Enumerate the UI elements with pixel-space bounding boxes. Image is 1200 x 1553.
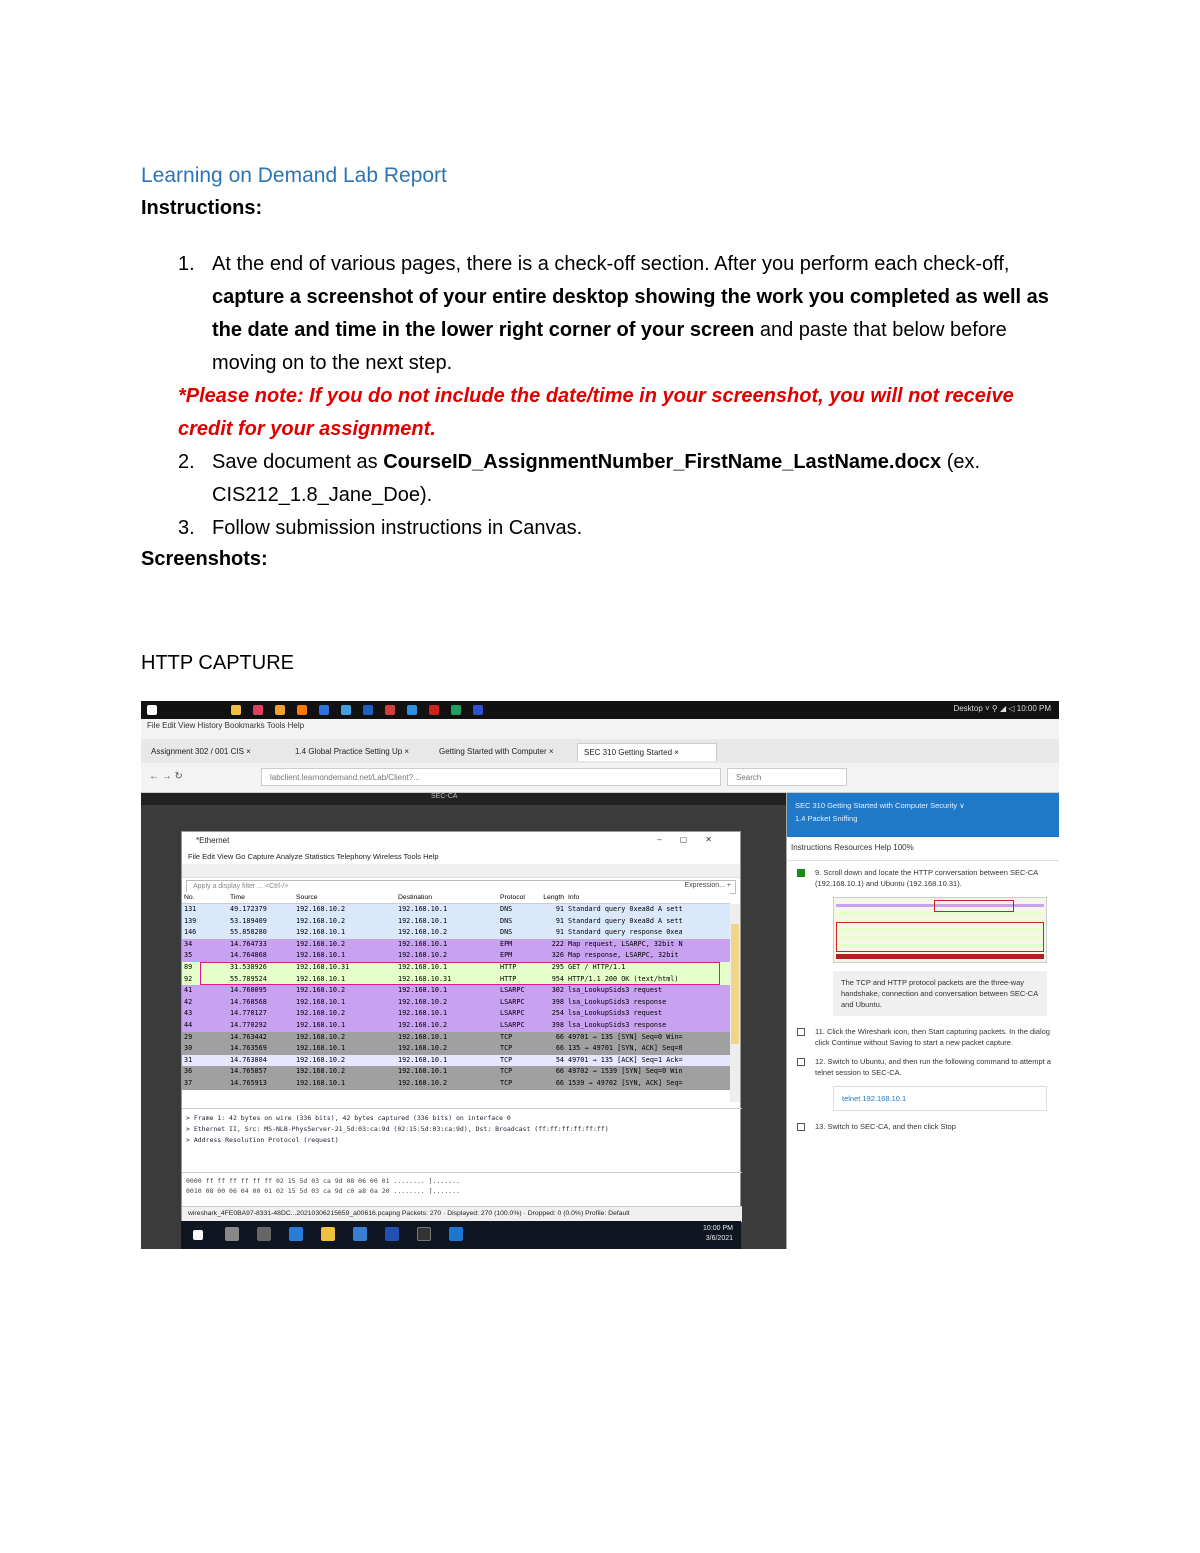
packet-cell-info: Standard query response 0xea (568, 928, 683, 937)
packet-cell-dst: 192.168.10.1 (398, 986, 448, 995)
step-item (793, 1056, 1053, 1078)
app-icon (319, 705, 329, 715)
item-text: Follow submission instructions in Canvas. (212, 517, 583, 539)
packet-cell-len: 254 (551, 1009, 564, 1018)
packet-cell-time: 14.765913 (230, 1078, 267, 1087)
wireshark-menubar[interactable]: File Edit View Go Capture Analyze Statistics Telephony Wireless Tools Help (188, 852, 439, 861)
opera-icon (429, 705, 439, 715)
packet-cell-time: 14.765857 (230, 1067, 267, 1076)
packet-cell-src: 192.168.10.2 (296, 905, 346, 913)
browser-search[interactable]: Search (727, 768, 847, 786)
packet-cell-len: 302 (551, 986, 564, 995)
hex-line: 0010 08 00 06 04 00 01 02 15 5d 03 ca 9d c0 a8 0a 20 ........ ]....... (186, 1187, 460, 1195)
packet-cell-len: 295 (551, 962, 564, 971)
packet-cell-info: lsa_LookupSids3 request (568, 1009, 663, 1018)
packet-cell-no: 131 (184, 905, 197, 913)
packet-cell-dst: 192.168.10.1 (398, 1067, 448, 1076)
wireshark-titlebar (182, 832, 740, 850)
panel-tabs[interactable]: Instructions Resources Help 100% (787, 837, 1059, 861)
vm-title: SEC-CA (141, 793, 786, 805)
clock (703, 1224, 733, 1244)
packet-row[interactable] (182, 997, 730, 1009)
step-checkbox[interactable] (797, 1058, 805, 1066)
scroll-thumb[interactable] (731, 924, 739, 1044)
browser-tab-active[interactable]: SEC 310 Getting Started × (577, 743, 717, 761)
list-item (178, 512, 1068, 545)
step-item (793, 1121, 1053, 1132)
col-length[interactable]: Length (543, 894, 564, 901)
item-text: Save document as (212, 451, 384, 473)
packet-cell-time: 55.789524 (230, 974, 267, 983)
packet-row[interactable] (182, 950, 730, 962)
packet-cell-dst: 192.168.10.2 (398, 1020, 448, 1029)
packet-cell-no: 29 (184, 1032, 193, 1041)
packet-cell-proto: TCP (500, 1078, 513, 1087)
packet-cell-len: 91 (555, 916, 564, 925)
packet-cell-proto: TCP (500, 1044, 513, 1053)
packet-cell-proto: EPM (500, 951, 513, 960)
item-text: At the end of various pages, there is a check-off section. After you perform each check-off, (212, 253, 1010, 275)
packet-cell-len: 222 (551, 939, 564, 948)
packet-list (182, 904, 730, 1102)
packet-cell-no: 92 (184, 974, 193, 983)
item-text: (ex. CIS212_1.8_Jane_Doe). (212, 451, 981, 506)
cmd-icon[interactable] (417, 1227, 431, 1241)
packet-list-header (182, 892, 730, 904)
packet-cell-no: 89 (184, 962, 193, 971)
address-bar[interactable]: labclient.learnondemand.net/Lab/Client?... (261, 768, 721, 786)
packet-bytes (182, 1172, 742, 1202)
packet-cell-src: 192.168.10.31 (296, 962, 350, 971)
clock-time: 10:00 PM (703, 1225, 733, 1232)
credit-note: *Please note: If you do not include the date/time in your screenshot, you will not receive credit for your assignment. (178, 385, 1014, 440)
packet-cell-len: 954 (551, 974, 564, 983)
packet-cell-no: 31 (184, 1055, 193, 1064)
packet-cell-time: 49.172379 (230, 905, 267, 913)
packet-cell-dst: 192.168.10.1 (398, 1055, 448, 1064)
packet-cell-no: 139 (184, 916, 197, 925)
packet-details (182, 1108, 742, 1168)
browser-nav-buttons[interactable]: ← → ↻ (149, 771, 183, 782)
thumb-highlight (934, 900, 1014, 912)
step-checkbox[interactable] (797, 869, 805, 877)
packet-cell-no: 41 (184, 986, 193, 995)
start-icon[interactable] (193, 1230, 203, 1240)
packet-cell-time: 14.764868 (230, 951, 267, 960)
thumb-row (836, 912, 1044, 915)
panel-header (787, 793, 1059, 837)
step-checkbox[interactable] (797, 1123, 805, 1131)
section-title: HTTP CAPTURE (141, 652, 294, 674)
packet-cell-info: Standard query 0xea8d A sett (568, 905, 683, 913)
packet-cell-no: 146 (184, 928, 197, 937)
packet-cell-src: 192.168.10.1 (296, 1078, 346, 1087)
packet-cell-dst: 192.168.10.2 (398, 1078, 448, 1087)
packet-cell-proto: HTTP (500, 974, 517, 983)
step-item (793, 867, 1053, 889)
task-view-icon[interactable] (257, 1227, 271, 1241)
step-item (793, 1026, 1053, 1048)
packet-row[interactable] (182, 939, 730, 951)
app-icon (363, 705, 373, 715)
packet-cell-info: GET / HTTP/1.1 (568, 962, 626, 971)
packet-cell-src: 192.168.10.2 (296, 1067, 346, 1076)
app-icon (275, 705, 285, 715)
edge-icon (407, 705, 417, 715)
powershell-icon[interactable] (385, 1227, 399, 1241)
item-bold-text: CourseID_AssignmentNumber_FirstName_LastName.docx (383, 451, 942, 473)
thumb-row (836, 954, 1044, 959)
packet-cell-dst: 192.168.10.2 (398, 997, 448, 1006)
hex-line: 0000 ff ff ff ff ff ff 02 15 5d 03 ca 9d 08 06 00 01 ........ ]....... (186, 1177, 460, 1185)
packet-cell-len: 398 (551, 1020, 564, 1029)
packet-cell-dst: 192.168.10.2 (398, 1044, 448, 1053)
col-info[interactable]: Info (568, 894, 580, 901)
step-text: 12. Switch to Ubuntu, and then run the following command to attempt a telnet session to SEC-CA. (815, 1057, 1051, 1077)
packet-row[interactable] (182, 1032, 730, 1044)
packet-cell-info: 49701 → 135 [ACK] Seq=1 Ack= (568, 1055, 683, 1064)
packet-cell-no: 34 (184, 939, 193, 948)
packet-cell-info: 49701 → 135 [SYN] Seq=0 Win= (568, 1032, 683, 1041)
expression-button[interactable]: Expression... + (684, 882, 731, 889)
packet-thumbnail-image (833, 897, 1047, 963)
desktop-screenshot (141, 701, 1059, 1249)
packet-cell-proto: DNS (500, 916, 513, 925)
packet-cell-time: 14.763569 (230, 1044, 267, 1053)
packet-cell-dst: 192.168.10.1 (398, 939, 448, 948)
instructions-list (178, 248, 1068, 545)
app-icon (253, 705, 263, 715)
search-icon[interactable] (225, 1227, 239, 1241)
panel-title[interactable]: SEC 310 Getting Started with Computer Security ∨ (795, 801, 965, 810)
detail-line[interactable]: > Address Resolution Protocol (request) (186, 1136, 339, 1144)
packet-row[interactable] (182, 1043, 730, 1055)
wireshark-statusbar: wireshark_4FE0BA97-8331-48DC...20210306215659_a00616.pcapng Packets: 270 · Displayed: 270 (100.0%) · Dropped: 0 (0.0%) Profile: Default (182, 1206, 742, 1222)
packet-row[interactable] (182, 916, 730, 928)
clock-date: 3/6/2021 (705, 1235, 733, 1242)
packet-cell-dst: 192.168.10.2 (398, 951, 448, 960)
detail-line[interactable]: > Frame 1: 42 bytes on wire (336 bits), 42 bytes captured (336 bits) on interface 0 (186, 1114, 511, 1122)
packet-cell-proto: LSARPC (500, 1020, 525, 1029)
packet-cell-src: 192.168.10.1 (296, 1044, 346, 1053)
packet-cell-proto: TCP (500, 1032, 513, 1041)
detail-line[interactable]: > Ethernet II, Src: MS-NLB-PhysServer-21_5d:03:ca:9d (02:15:5d:03:ca:9d), Dst: Broadcast (ff:ff:ff:ff:ff:ff) (186, 1125, 609, 1133)
item-bold-text: capture a screenshot of your entire desktop showing the work you completed as well as the date and time in the lower right corner of your screen (212, 286, 1049, 341)
browser-tab[interactable]: Assignment 302 / 001 CIS × (151, 747, 251, 756)
packet-cell-dst: 192.168.10.1 (398, 916, 448, 925)
packet-row[interactable] (182, 927, 730, 939)
packet-cell-proto: EPM (500, 939, 513, 948)
packet-row[interactable] (182, 1066, 730, 1078)
packet-cell-dst: 192.168.10.1 (398, 962, 448, 971)
wireshark-title: *Ethernet (196, 836, 230, 845)
browser-menubar: File Edit View History Bookmarks Tools Help (147, 721, 305, 730)
col-time[interactable]: Time (230, 894, 245, 901)
packet-cell-proto: DNS (500, 905, 513, 913)
panel-body (787, 861, 1059, 1146)
lab-instructions-panel (786, 793, 1059, 1249)
packet-cell-no: 36 (184, 1067, 193, 1076)
vm-taskbar (181, 1221, 741, 1249)
app-icon (385, 705, 395, 715)
packet-cell-no: 35 (184, 951, 193, 960)
list-number: 1. (178, 253, 195, 275)
lab-vm-area (141, 793, 786, 1249)
list-item (178, 446, 1068, 512)
packet-cell-src: 192.168.10.1 (296, 997, 346, 1006)
packet-cell-proto: LSARPC (500, 986, 525, 995)
browser-tabs (141, 739, 1059, 763)
col-source[interactable]: Source (296, 894, 318, 901)
packet-cell-no: 37 (184, 1078, 193, 1087)
start-icon (147, 705, 157, 715)
instructions-label: Instructions: (141, 197, 263, 219)
col-destination[interactable]: Destination (398, 894, 433, 901)
packet-cell-proto: LSARPC (500, 1009, 525, 1018)
packet-cell-no: 30 (184, 1044, 193, 1053)
packet-cell-src: 192.168.10.1 (296, 951, 346, 960)
packet-row[interactable] (182, 904, 730, 916)
packet-cell-len: 326 (551, 951, 564, 960)
packet-cell-no: 44 (184, 1020, 193, 1029)
packet-cell-proto: HTTP (500, 962, 517, 971)
packet-cell-proto: TCP (500, 1055, 513, 1064)
window-controls[interactable]: –▢✕ (657, 835, 730, 844)
packet-cell-proto: TCP (500, 1067, 513, 1076)
http-highlight-box (200, 962, 720, 985)
packet-cell-time: 14.770292 (230, 1020, 267, 1029)
wireshark-window (181, 831, 741, 1221)
packet-row[interactable] (182, 1055, 730, 1067)
step-text: 11. Click the Wireshark icon, then Start capturing packets. In the dialog click Continue without Saving to start a new packet capture. (815, 1027, 1050, 1047)
report-heading: Learning on Demand Lab Report (141, 164, 447, 187)
firefox-icon (297, 705, 307, 715)
packet-row[interactable] (182, 1020, 730, 1032)
packet-scrollbar[interactable] (730, 904, 740, 1102)
packet-row[interactable] (182, 985, 730, 997)
app-icon (451, 705, 461, 715)
thumb-highlight (836, 922, 1044, 952)
step-checkbox[interactable] (797, 1028, 805, 1036)
command-box[interactable] (833, 1086, 1047, 1111)
packet-cell-proto: DNS (500, 928, 513, 937)
list-number: 2. (178, 451, 195, 473)
folder-icon[interactable] (321, 1227, 335, 1241)
packet-cell-src: 192.168.10.2 (296, 939, 346, 948)
panel-subtitle: 1.4 Packet Sniffing (795, 814, 858, 823)
packet-cell-time: 53.189409 (230, 916, 267, 925)
server-manager-icon[interactable] (353, 1227, 367, 1241)
packet-cell-time: 14.768568 (230, 997, 267, 1006)
browser-tab[interactable]: 1.4 Global Practice Setting Up × (295, 747, 410, 756)
packet-cell-len: 66 (555, 1032, 564, 1041)
packet-cell-src: 192.168.10.2 (296, 916, 346, 925)
packet-cell-dst: 192.168.10.31 (398, 974, 452, 983)
packet-cell-dst: 192.168.10.1 (398, 905, 448, 913)
app-icon (473, 705, 483, 715)
packet-cell-src: 192.168.10.2 (296, 1055, 346, 1064)
browser-chrome (141, 719, 1059, 793)
packet-row[interactable] (182, 1078, 730, 1090)
packet-cell-src: 192.168.10.2 (296, 1009, 346, 1018)
packet-cell-dst: 192.168.10.1 (398, 1032, 448, 1041)
packet-cell-info: lsa_LookupSids3 response (568, 997, 667, 1006)
packet-cell-time: 14.763804 (230, 1055, 267, 1064)
wireshark-toolbar[interactable] (182, 864, 740, 878)
packet-cell-dst: 192.168.10.2 (398, 928, 448, 937)
packet-row[interactable] (182, 1008, 730, 1020)
packet-cell-info: lsa_LookupSids3 request (568, 986, 663, 995)
packet-cell-info: 135 → 49701 [SYN, ACK] Seq=0 (568, 1044, 683, 1053)
col-protocol[interactable]: Protocol (500, 894, 525, 901)
folder-icon (231, 705, 241, 715)
col-no[interactable]: No. (184, 894, 195, 901)
packet-cell-proto: LSARPC (500, 997, 525, 1006)
screenshots-label: Screenshots: (141, 548, 268, 570)
command-text[interactable]: telnet 192.168.10.1 (842, 1094, 907, 1103)
packet-cell-time: 14.763442 (230, 1032, 267, 1041)
list-item (178, 248, 1068, 380)
packet-cell-len: 91 (555, 928, 564, 937)
note-box: The TCP and HTTP protocol packets are the three-way handshake, connection and conversation between SEC-CA and Ubuntu. (833, 971, 1047, 1016)
packet-cell-dst: 192.168.10.1 (398, 1009, 448, 1018)
packet-cell-len: 91 (555, 905, 564, 913)
step-text: 9. Scroll down and locate the HTTP conversation between SEC-CA (192.168.10.1) and Ubuntu (192.168.10.31). (815, 868, 1038, 888)
host-tray: Desktop ˅ ⚲ ◢ ◁ 10:00 PM (953, 704, 1051, 713)
packet-cell-info: Standard query 0xea8d A sett (568, 916, 683, 925)
filter-placeholder: Apply a display filter ... <Ctrl-/> (193, 883, 289, 890)
packet-cell-src: 192.168.10.1 (296, 1020, 346, 1029)
packet-cell-info: Map request, LSARPC, 32bit N (568, 939, 683, 948)
packet-cell-time: 14.764733 (230, 939, 267, 948)
packet-cell-len: 398 (551, 997, 564, 1006)
packet-cell-time: 14.770127 (230, 1009, 267, 1018)
packet-cell-info: 49702 → 1539 [SYN] Seq=0 Win (568, 1067, 683, 1076)
packet-cell-time: 31.538926 (230, 962, 267, 971)
packet-cell-no: 43 (184, 1009, 193, 1018)
host-taskbar (141, 701, 1059, 719)
step-text: 13. Switch to SEC-CA, and then click Stop (815, 1122, 956, 1131)
packet-cell-len: 66 (555, 1078, 564, 1087)
packet-cell-time: 14.768095 (230, 986, 267, 995)
packet-cell-src: 192.168.10.2 (296, 986, 346, 995)
packet-cell-src: 192.168.10.1 (296, 928, 346, 937)
packet-cell-src: 192.168.10.1 (296, 974, 346, 983)
browser-tab[interactable]: Getting Started with Computer × (439, 747, 554, 756)
packet-cell-info: 1539 → 49702 [SYN, ACK] Seq= (568, 1078, 683, 1087)
packet-cell-src: 192.168.10.2 (296, 1032, 346, 1041)
app-icon (341, 705, 351, 715)
packet-cell-time: 55.858280 (230, 928, 267, 937)
packet-cell-len: 66 (555, 1067, 564, 1076)
packet-cell-len: 66 (555, 1044, 564, 1053)
packet-cell-no: 42 (184, 997, 193, 1006)
packet-cell-info: HTTP/1.1 200 OK (text/html) (568, 974, 679, 983)
packet-cell-info: lsa_LookupSids3 response (568, 1020, 667, 1029)
wireshark-icon[interactable] (449, 1227, 463, 1241)
ie-icon[interactable] (289, 1227, 303, 1241)
packet-cell-info: Map response, LSARPC, 32bit (568, 951, 679, 960)
item-text: and paste that below before moving on to the next step. (212, 319, 1007, 374)
list-number: 3. (178, 517, 195, 539)
packet-cell-len: 54 (555, 1055, 564, 1064)
